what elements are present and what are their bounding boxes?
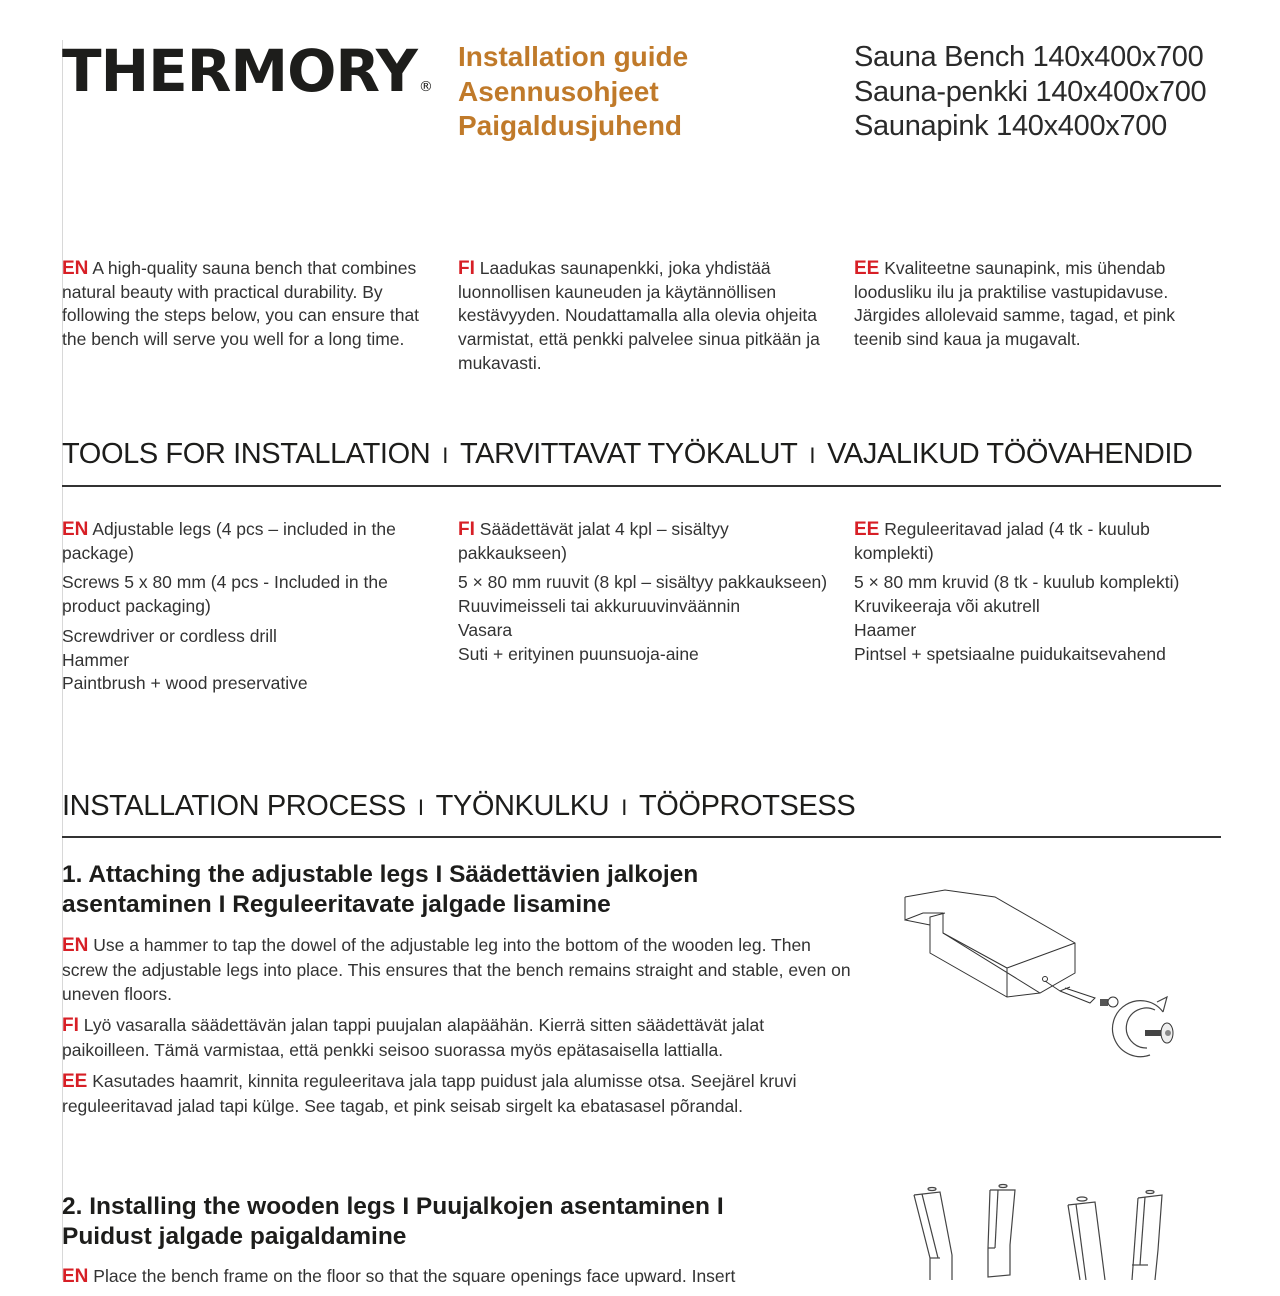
registered-mark: ® bbox=[418, 79, 432, 95]
intro-en bbox=[62, 257, 432, 352]
tool-item: Hammer bbox=[62, 649, 130, 670]
wooden-leg-block-icon bbox=[905, 890, 1095, 1003]
lang-label-en: EN bbox=[62, 935, 89, 956]
wooden-leg-icon bbox=[1068, 1197, 1105, 1280]
product-name-ee: Saunapink 140x400x700 bbox=[854, 110, 1167, 142]
guide-title-en: Installation guide bbox=[458, 41, 689, 72]
guide-titles bbox=[458, 40, 688, 144]
adjustable-leg-illustration bbox=[895, 885, 1215, 1060]
process-section-title bbox=[62, 790, 855, 823]
lang-label-en: EN bbox=[62, 1266, 89, 1287]
title-separator: I bbox=[809, 443, 816, 468]
lang-label-ee: EE bbox=[62, 1071, 88, 1092]
lang-label-ee: EE bbox=[854, 519, 880, 540]
intro-text-ee: Kvaliteetne saunapink, mis ühendab loodusliku ilu ja praktilise vastupidavuse. Järgides allolevaid samme, tagad, et pink teenib sind kaua ja mugavalt. bbox=[854, 258, 1176, 350]
tool-item: Kruvikeeraja või akutrell bbox=[854, 596, 1040, 617]
lang-label-fi: FI bbox=[458, 258, 475, 279]
tool-item: Pintsel + spetsiaalne puidukaitsevahend bbox=[854, 643, 1166, 664]
step-paragraph bbox=[62, 1069, 852, 1118]
tool-item bbox=[458, 518, 828, 565]
lang-label-ee: EE bbox=[854, 258, 880, 279]
step-2-title: 2. Installing the wooden legs I Puujalkojen asentaminen I Puidust jalgade paigaldamine bbox=[62, 1193, 724, 1250]
adjustable-foot-icon bbox=[1145, 1023, 1173, 1043]
title-separator: I bbox=[442, 443, 448, 468]
tool-item: Haamer bbox=[854, 619, 917, 640]
tool-item bbox=[854, 518, 1224, 565]
lang-label-fi: FI bbox=[458, 519, 475, 540]
tools-title-fi: TARVITTAVAT TYÖKALUT bbox=[460, 438, 798, 470]
tool-item: Ruuvimeisseli tai akkuruuvinväännin bbox=[458, 596, 741, 617]
step-1-body bbox=[62, 933, 852, 1125]
tool-item: Screws 5 x 80 mm (4 pcs - Included in the product packaging) bbox=[62, 572, 388, 617]
wooden-leg-icon bbox=[914, 1188, 952, 1281]
wooden-leg-icon bbox=[988, 1185, 1015, 1278]
step-paragraph bbox=[62, 1264, 852, 1289]
tool-item: 5 × 80 mm ruuvit (8 kpl – sisältyy pakkaukseen) bbox=[458, 572, 828, 593]
process-title-fi: TYÖNKULKU bbox=[435, 790, 610, 822]
lang-label-fi: FI bbox=[62, 1015, 79, 1036]
tools-section-title bbox=[62, 438, 1193, 471]
guide-title-ee: Paigaldusjuhend bbox=[458, 110, 683, 141]
guide-title-fi: Asennusohjeet bbox=[458, 75, 659, 107]
step-paragraph bbox=[62, 933, 852, 1006]
tool-item: 5 × 80 mm kruvid (8 tk - kuulub komplekti) bbox=[854, 572, 1180, 593]
tools-list-ee bbox=[854, 518, 1224, 666]
wooden-legs-illustration bbox=[900, 1180, 1200, 1280]
tools-list-fi bbox=[458, 518, 828, 666]
thermory-logo bbox=[62, 38, 432, 120]
title-separator: I bbox=[417, 795, 424, 820]
lang-label-en: EN bbox=[62, 258, 89, 279]
tools-list-en bbox=[62, 518, 432, 696]
step-2-body bbox=[62, 1264, 852, 1296]
process-title-ee: TÖÖPROTSESS bbox=[638, 790, 856, 822]
intro-fi bbox=[458, 257, 828, 376]
tool-item: Paintbrush + wood preservative bbox=[62, 673, 308, 694]
product-name-fi: Sauna-penkki 140x400x700 bbox=[854, 75, 1207, 108]
tools-title-ee: VAJALIKUD TÖÖVAHENDID bbox=[827, 438, 1193, 470]
step-text: Place the bench frame on the floor so that the square openings face upward. Insert bbox=[93, 1266, 736, 1286]
tool-text: Adjustable legs (4 pcs – included in the package) bbox=[62, 519, 396, 563]
rotate-arrow-icon bbox=[1112, 997, 1167, 1057]
step-text: Lyö vasaralla säädettävän jalan tappi puujalan alapäähän. Kierrä sitten säädettävät jalat paikoilleen. Tämä varmistaa, että penkki seisoo suorassa myös epätasaisella lattialla. bbox=[62, 1015, 765, 1060]
tool-item bbox=[62, 518, 432, 565]
intro-text-fi: Laadukas saunapenkki, joka yhdistää luonnollisen kauneuden ja käytännöllisen kestävyyden. Noudattamalla alla olevia ohjeita varmistat, että penkki palvelee sinua pitkään ja mukavasti. bbox=[458, 258, 820, 373]
dowel-hole-icon bbox=[1043, 977, 1048, 982]
tool-text: Reguleeritavad jalad (4 tk - kuulub komplekti) bbox=[854, 519, 1150, 563]
wooden-leg-icon bbox=[1132, 1191, 1162, 1281]
step-text: Use a hammer to tap the dowel of the adjustable leg into the bottom of the wooden leg. Then screw the adjustable legs into place. This ensures that the bench remains straight and stable, even on uneven floors. bbox=[62, 935, 851, 1004]
intro-ee bbox=[854, 257, 1224, 352]
step-paragraph bbox=[62, 1013, 852, 1062]
lang-label-en: EN bbox=[62, 519, 89, 540]
section-divider bbox=[62, 485, 1221, 487]
section-divider bbox=[62, 836, 1221, 838]
title-separator: I bbox=[621, 795, 627, 820]
intro-text-en: A high-quality sauna bench that combines natural beauty with practical durability. By following the steps below, you can ensure that the bench will serve you well for a long time. bbox=[62, 258, 420, 350]
logo-text: THERMORY bbox=[62, 37, 417, 105]
tools-title-en: TOOLS FOR INSTALLATION bbox=[62, 438, 431, 470]
step-1-title: 1. Attaching the adjustable legs I Säädettävien jalkojen asentaminen I Reguleeritavate jalgade lisamine bbox=[62, 861, 699, 918]
product-name-en: Sauna Bench 140x400x700 bbox=[854, 41, 1204, 73]
product-names bbox=[854, 40, 1206, 144]
tool-item: Suti + erityinen puunsuoja-aine bbox=[458, 643, 699, 664]
step-text: Kasutades haamrit, kinnita reguleeritava jala tapp puidust jala alumisse otsa. Seejärel kruvi reguleeritavad jalad tapi külge. See tagab, et pink seisab sirgelt ka ebatasasel põrandal. bbox=[62, 1071, 797, 1116]
tool-text: Säädettävät jalat 4 kpl – sisältyy pakkaukseen) bbox=[458, 519, 729, 563]
tool-item: Vasara bbox=[458, 619, 513, 640]
tool-item: Screwdriver or cordless drill bbox=[62, 625, 277, 646]
dowel-screw-icon bbox=[1100, 997, 1118, 1007]
process-title-en: INSTALLATION PROCESS bbox=[62, 790, 406, 822]
